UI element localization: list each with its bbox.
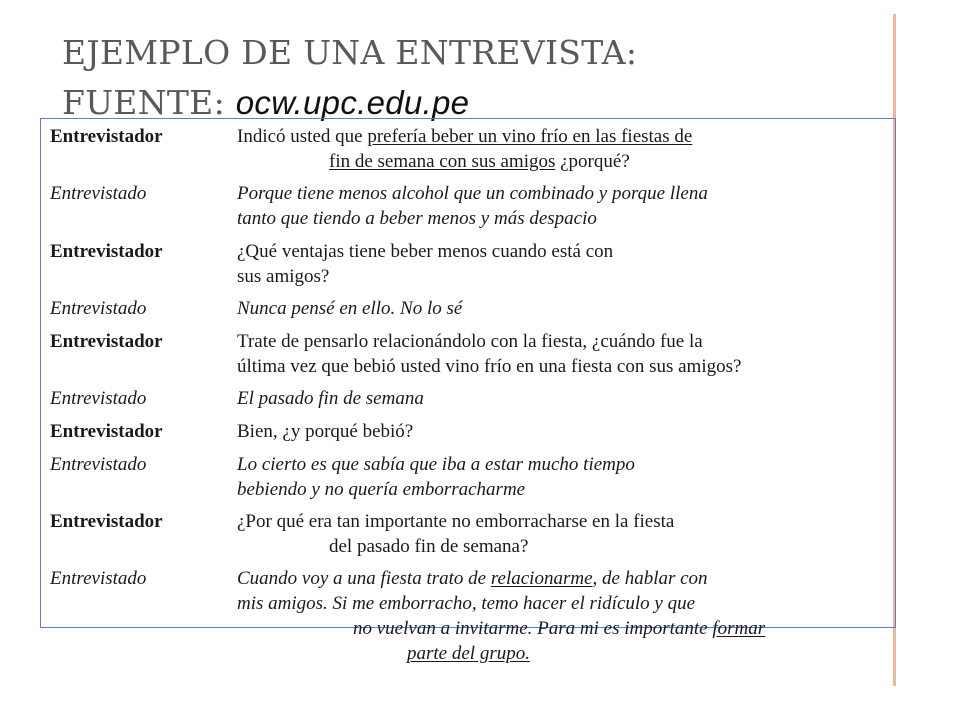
speaker-label: Entrevistado <box>50 298 147 319</box>
underlined-phrase: formar <box>712 618 766 639</box>
underlined-phrase: fin de semana con sus amigos <box>329 151 556 172</box>
speaker-label: Entrevistado <box>50 183 147 204</box>
speaker-label: Entrevistador <box>50 126 163 147</box>
text-line: ¿Por qué era tan importante no emborracharse en la fiesta <box>237 511 675 532</box>
text-line: tanto que tiendo a beber menos y más despacio <box>237 208 597 229</box>
slide-title <box>62 28 637 128</box>
text-line: El pasado fin de semana <box>237 388 424 409</box>
underlined-phrase: prefería beber un vino frío en las fiestas de <box>367 126 693 147</box>
speaker-label: Entrevistador <box>50 511 163 532</box>
text-line: bebiendo y no quería emborracharme <box>237 479 526 500</box>
text-line: Nunca pensé en ello. No lo sé <box>237 298 463 319</box>
text-line: Trate de pensarlo relacionándolo con la fiesta, ¿cuándo fue la <box>237 331 703 352</box>
text-line: última vez que bebió usted vino frío en una fiesta con sus amigos? <box>237 356 742 377</box>
speaker-label: Entrevistado <box>50 568 147 589</box>
text-line: no vuelvan a invitarme. Para mi es importante formar <box>353 618 766 639</box>
text-line: Indicó usted que prefería beber un vino frío en las fiestas de <box>237 126 693 147</box>
text-line: mis amigos. Si me emborracho, temo hacer el ridículo y que <box>237 593 696 614</box>
text-line: Cuando voy a una fiesta trato de relacionarme, de hablar con <box>237 568 708 589</box>
text-line: fin de semana con sus amigos ¿porqué? <box>329 151 630 172</box>
speaker-label: Entrevistado <box>50 454 147 475</box>
text-line: sus amigos? <box>237 266 330 287</box>
underlined-phrase: relacionarme <box>490 568 593 589</box>
title-line-1: EJEMPLO DE UNA ENTREVISTA: <box>62 33 638 72</box>
text-line: Bien, ¿y porqué bebió? <box>237 421 414 442</box>
title-prefix: FUENTE: <box>62 83 236 122</box>
speaker-label: Entrevistado <box>50 388 147 409</box>
text-line: Porque tiene menos alcohol que un combinado y porque llena <box>237 183 708 204</box>
text-line: del pasado fin de semana? <box>329 536 529 557</box>
underlined-phrase: parte del grupo. <box>407 643 530 664</box>
speaker-label: Entrevistador <box>50 331 163 352</box>
speaker-label: Entrevistador <box>50 241 163 262</box>
text-line <box>407 641 530 666</box>
speaker-label: Entrevistador <box>50 421 163 442</box>
title-source: ocw.upc.edu.pe <box>235 84 470 121</box>
text-line: ¿Qué ventajas tiene beber menos cuando está con <box>237 241 614 262</box>
text-line: Lo cierto es que sabía que iba a estar mucho tiempo <box>237 454 635 475</box>
